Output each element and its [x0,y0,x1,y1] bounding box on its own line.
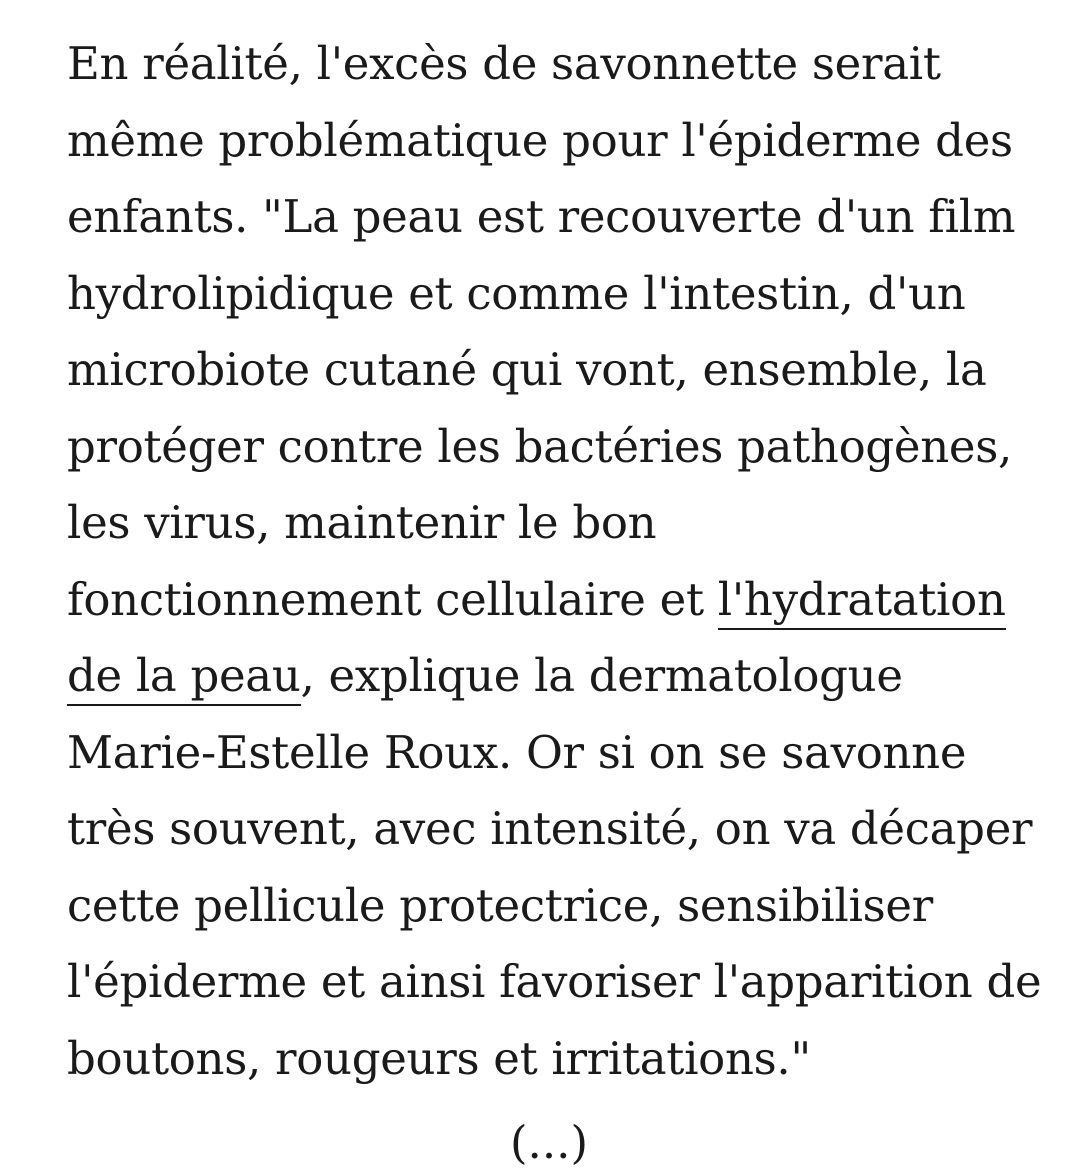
paragraph-line: cette pellicule protectrice, sensibiliser [67,878,933,932]
paragraph-line: En réalité, l'excès de savonnette serait [67,37,941,90]
paragraph-line: boutons, rougeurs et irritations." [67,1031,811,1085]
paragraph-line: les virus, maintenir le bon [67,496,657,549]
paragraph-line [67,562,1027,639]
paragraph-line: protéger contre les bactéries pathogènes, [67,419,1013,473]
hydration-link[interactable]: l'hydratation [718,573,1006,630]
paragraph-line: microbiote cutané qui vont, ensemble, la [67,343,987,396]
paragraph-line: hydrolipidique et comme l'intestin, d'un [67,266,966,320]
truncated-next-text: (...) [510,1116,589,1169]
paragraph-line: enfants. "La peau est recouverte d'un film [67,190,1016,243]
article-paragraph [67,26,1042,1097]
hydration-link-continued[interactable]: de la peau [67,649,301,706]
paragraph-line [67,638,1027,715]
paragraph-line: Marie-Estelle Roux. Or si on se savonne [67,725,967,779]
paragraph-line: même problématique pour l'épiderme des [67,113,1013,167]
paragraph-text: , explique la dermatologue [300,649,903,702]
paragraph-line: l'épiderme et ainsi favoriser l'apparition de [67,955,1042,1008]
paragraph-text: fonctionnement cellulaire et [67,572,718,626]
paragraph-line: très souvent, avec intensité, on va décaper [67,802,1033,855]
